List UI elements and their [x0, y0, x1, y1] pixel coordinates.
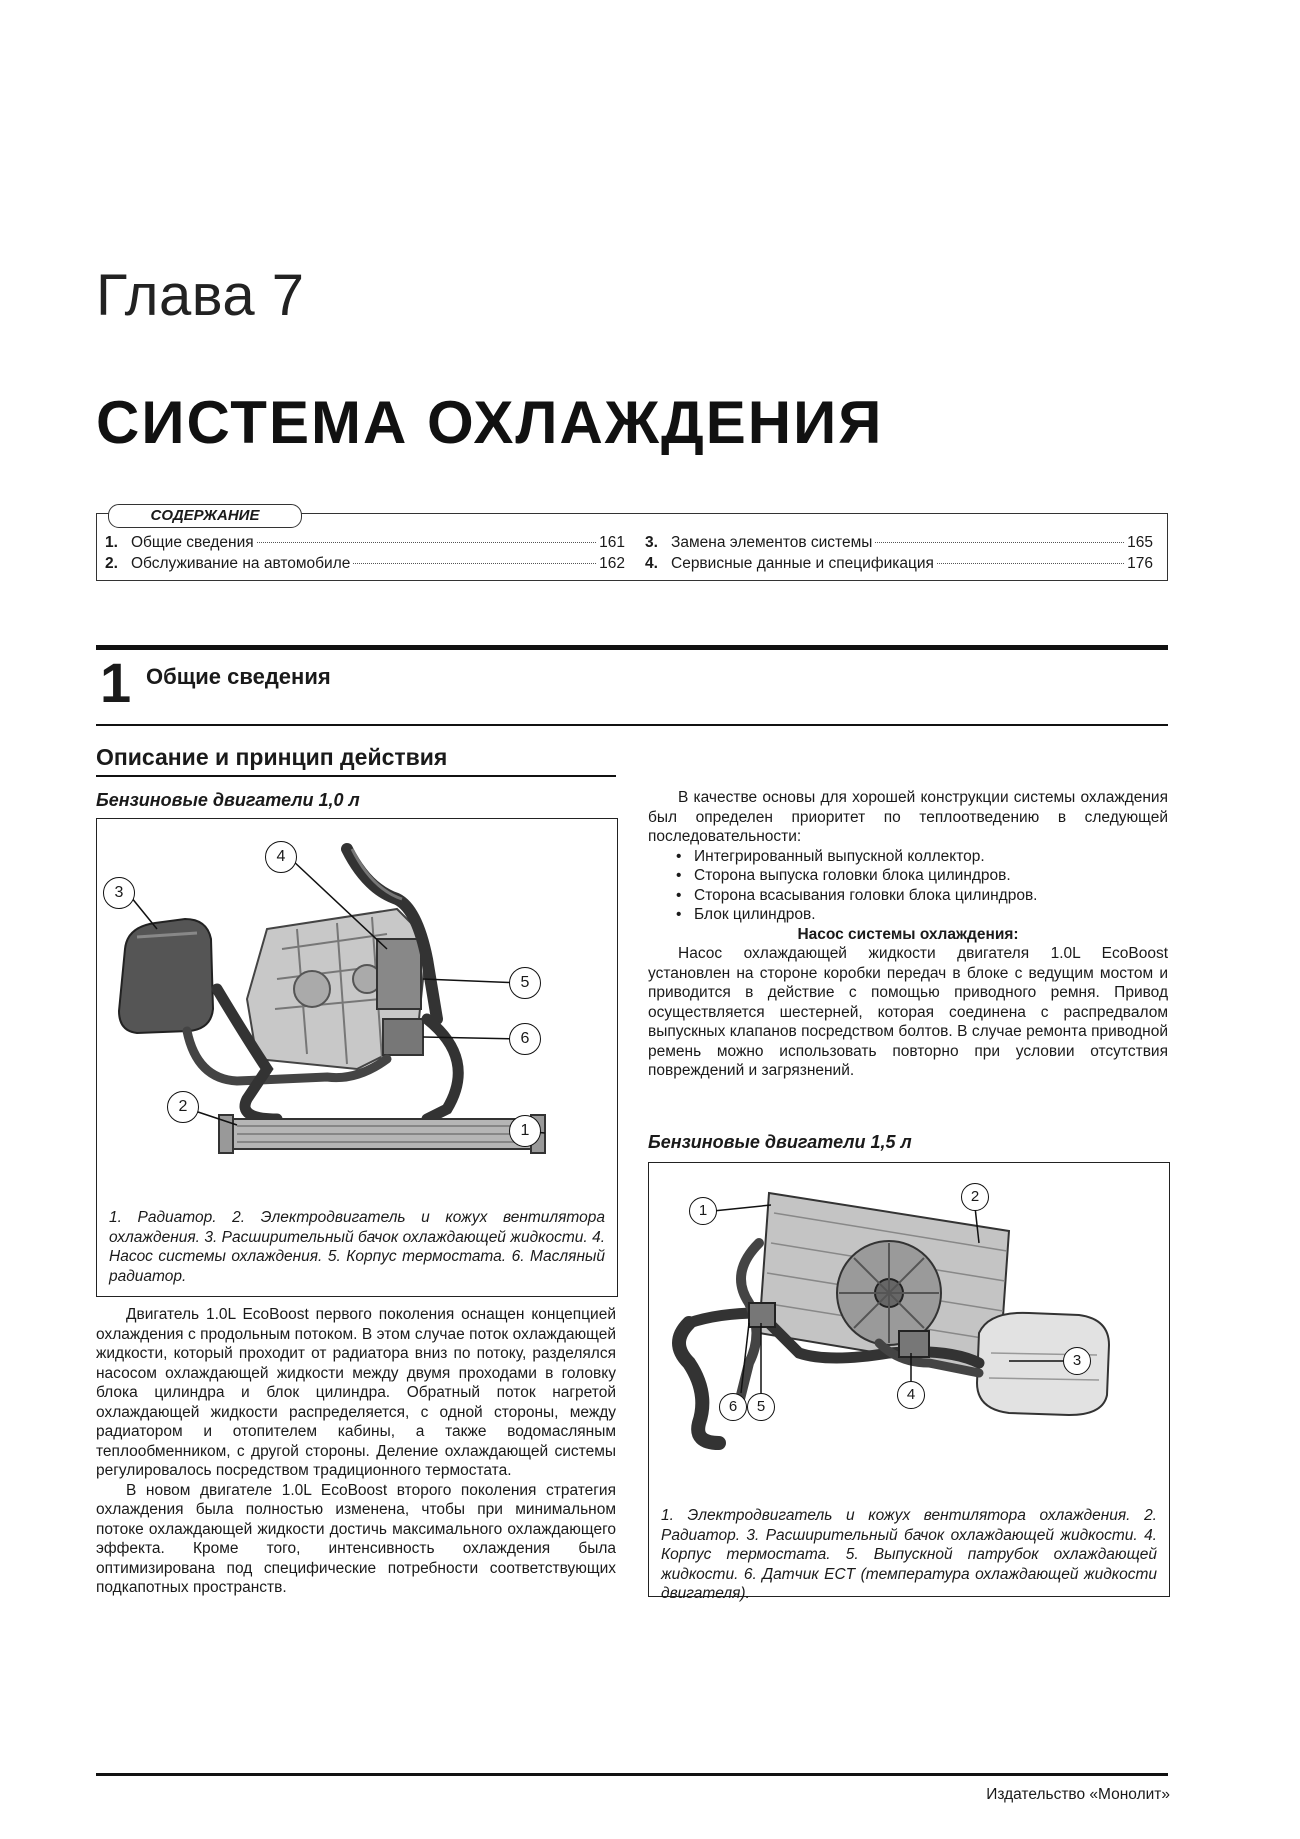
toc-label: СОДЕРЖАНИЕ — [108, 504, 302, 528]
fig1-caption: 1. Радиатор. 2. Электродвигатель и кожух вентилятора охлаждения. 3. Расширительный бачок охлаждающей жидкости. 4. Насос системы охлаждения. 5. Корпус термостата. 6. Масляный радиатор. — [109, 1209, 605, 1285]
toc-item[interactable] — [105, 534, 625, 552]
toc-dots — [937, 563, 1124, 564]
left-body-text — [96, 1305, 616, 1598]
toc-item-page: 165 — [1127, 534, 1153, 551]
toc-dots — [257, 542, 596, 543]
section-title: Общие сведения — [146, 664, 331, 689]
fig2-heading: Бензиновые двигатели 1,5 л — [648, 1132, 912, 1152]
chapter-title: СИСТЕМА ОХЛАЖДЕНИЯ — [96, 389, 884, 456]
toc-item-number: 4. — [645, 555, 658, 572]
right-intro: В качестве основы для хорошей конструкции системы охлаждения был определен приоритет по теплоотведению в следующей последовательности: — [648, 789, 1168, 845]
fig1-image — [96, 818, 618, 1202]
fig1-callout-2: 2 — [167, 1091, 199, 1123]
fig2-callout-6: 6 — [719, 1393, 747, 1421]
fig1-callout-4: 4 — [265, 841, 297, 873]
fig1-caption-box — [96, 1200, 618, 1297]
fig2-callout-5: 5 — [747, 1393, 775, 1421]
toc-item[interactable] — [105, 555, 625, 573]
left-paragraph-2: В новом двигателе 1.0L EcoBoost второго поколения стратегия охлаждения была полностью изменена, чтобы при минимальном потоке охлаждающей жидкости достичь максимального охлаждающего эффекта. Кроме того, интенсивность охлаждения была оптимизирована под специфические потребности соответствующих подкапотных пространств. — [96, 1481, 616, 1596]
section-rule-bottom — [96, 724, 1168, 726]
priority-list — [648, 847, 1168, 925]
fig2-callout-4: 4 — [897, 1381, 925, 1409]
toc-item[interactable] — [645, 534, 1153, 552]
fig1-callout-6: 6 — [509, 1023, 541, 1055]
section-number: 1 — [100, 651, 132, 714]
pump-paragraph: Насос охлаждающей жидкости двигателя 1.0L EcoBoost установлен на стороне коробки передач в блоке с ведущим мостом и приводится в действие с помощью приводного ремня. Привод осуществляется шестерней, которая соединена с распредвалом выпускных клапанов посредством болтов. В случае ремонта приводной ремень можно использовать повторно при условии отсутствия повреждений и загрязнений. — [648, 945, 1168, 1079]
toc-item-page: 176 — [1127, 555, 1153, 572]
fig1-callout-5: 5 — [509, 967, 541, 999]
fig1-callout-1: 1 — [509, 1115, 541, 1147]
toc-item-page: 162 — [599, 555, 625, 572]
fig1-callout-3: 3 — [103, 877, 135, 909]
list-item: • Сторона выпуска головки блока цилиндров. — [694, 866, 1168, 886]
toc-dots — [875, 542, 1124, 543]
footer-rule — [96, 1773, 1168, 1776]
fig2-caption-box — [648, 1498, 1170, 1602]
fig1-heading: Бензиновые двигатели 1,0 л — [96, 790, 360, 810]
fig2-drawing — [649, 1163, 1169, 1499]
list-item: • Сторона всасывания головки блока цилиндров. — [694, 886, 1168, 906]
fig2-callout-2: 2 — [961, 1183, 989, 1211]
toc-item-number: 2. — [105, 555, 118, 572]
right-body-text — [648, 788, 1168, 1081]
list-item: • Блок цилиндров. — [694, 905, 1168, 925]
fig1-drawing — [97, 819, 617, 1201]
toc-item-text: Замена элементов системы — [671, 534, 873, 551]
toc-item-page: 161 — [599, 534, 625, 551]
fig2-callout-1: 1 — [689, 1197, 717, 1225]
toc-dots — [353, 563, 596, 564]
pump-heading: Насос системы охлаждения: — [797, 925, 1019, 943]
toc-item-text: Общие сведения — [131, 534, 254, 551]
fig2-callout-3: 3 — [1063, 1347, 1091, 1375]
fig2-image — [648, 1162, 1170, 1500]
toc-item-text: Сервисные данные и спецификация — [671, 555, 934, 572]
toc-item-text: Обслуживание на автомобиле — [131, 555, 351, 572]
section-rule-top — [96, 645, 1168, 650]
chapter-label: Глава 7 — [96, 263, 305, 328]
publisher-footer: Издательство «Монолит» — [986, 1786, 1170, 1803]
toc-item-number: 3. — [645, 534, 658, 551]
subheading: Описание и принцип действия — [96, 744, 448, 770]
toc-item[interactable] — [645, 555, 1153, 573]
list-item: • Интегрированный выпускной коллектор. — [694, 847, 1168, 867]
subheading-rule — [96, 775, 616, 777]
fig2-caption: 1. Электродвигатель и кожух вентилятора охлаждения. 2. Радиатор. 3. Расширительный бачок охлаждающей жидкости. 4. Корпус термостата. 5. Выпускной патрубок охлаждающей жидкости. 6. Датчик ECT (температура охлаждающей жидкости двигателя). — [661, 1507, 1157, 1602]
toc-item-number: 1. — [105, 534, 118, 551]
left-paragraph-1: Двигатель 1.0L EcoBoost первого поколения оснащен концепцией охлаждения с продольным потоком. В этом случае поток охлаждающей жидкости, который проходит от радиатора вниз по потоку, разделялся насосом охлаждающей жидкости между двумя проходами в головку блока цилиндра и блок цилиндра. Обратный поток нагретой охлаждающей жидкости распределяется, с одной стороны, между радиатором и отопителем кабины, а также водомасляным теплообменником, с другой стороны. Деление охлаждающей системы регулировалось посредством традиционного термостата. — [96, 1306, 616, 1479]
